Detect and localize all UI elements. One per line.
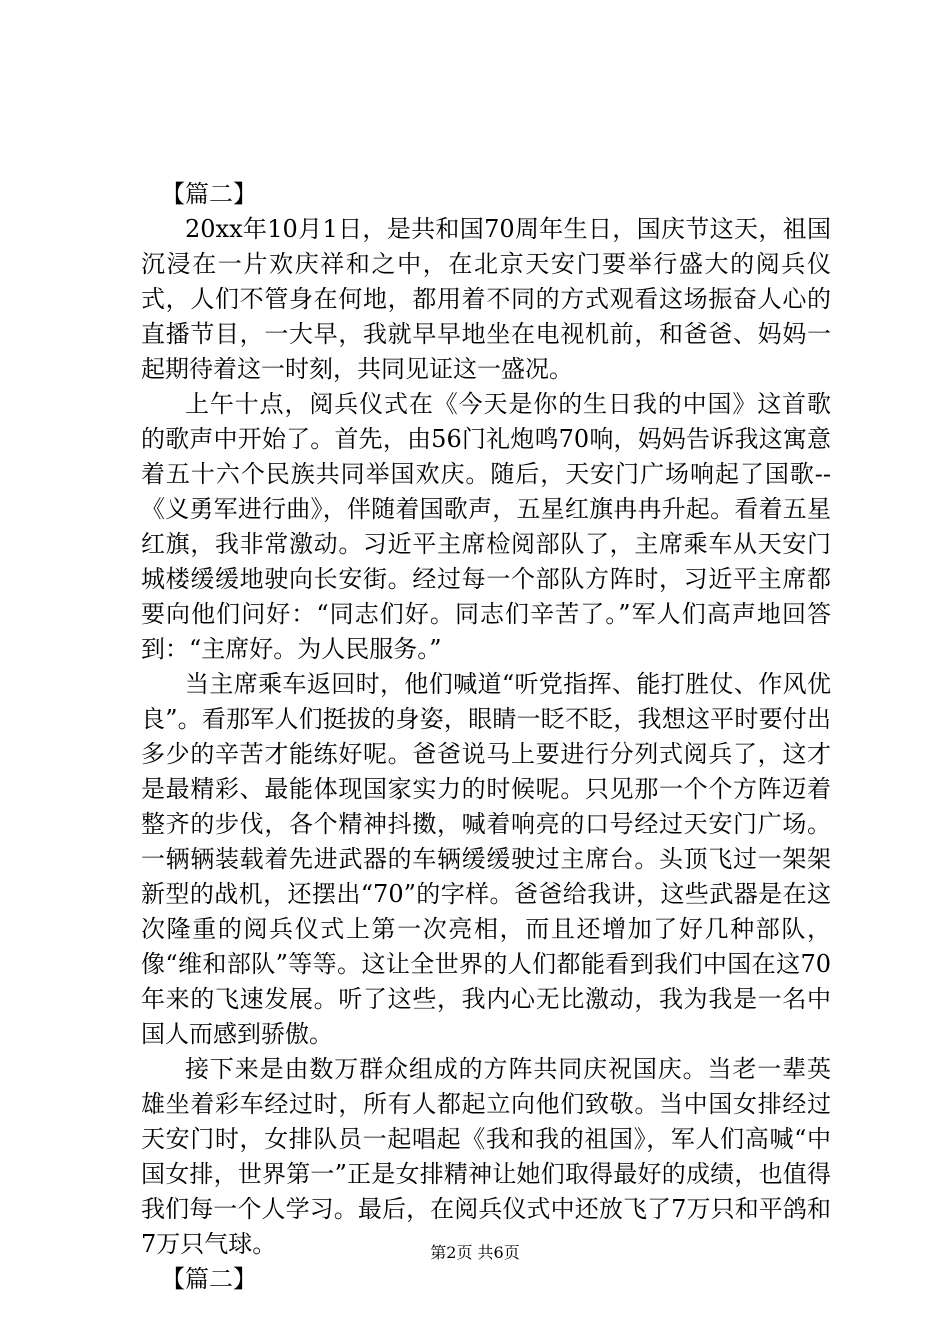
document-body [141, 177, 831, 1297]
paragraph: 20xx年10月1日，是共和国70周年生日，国庆节这天，祖国沉浸在一片欢庆祥和之中，在北京天安门要举行盛大的阅兵仪式，人们不管身在何地，都用着不同的方式观看这场振奋人心的直播节目，一大早，我就早早地坐在电视机前，和爸爸、妈妈一起期待着这一时刻，共同见证这一盛况。 [141, 215, 831, 383]
paragraph: 接下来是由数万群众组成的方阵共同庆祝国庆。当老一辈英雄坐着彩车经过时，所有人都起立向他们致敬。当中国女排经过天安门时，女排队员一起唱起《我和我的祖国》，军人们高喊“中国女排，世界第一”正是女排精神让她们取得最好的成绩，也值得我们每一个人学习。最后，在阅兵仪式中还放飞了7万只和平鸽和7万只气球。 [141, 1055, 831, 1258]
section-heading: 【篇二】 [161, 180, 257, 208]
paragraph: 上午十点，阅兵仪式在《今天是你的生日我的中国》这首歌的歌声中开始了。首先，由56门礼炮鸣70响，妈妈告诉我这寓意着五十六个民族共同举国欢庆。随后，天安门广场响起了国歌--《义勇军进行曲》，伴随着国歌声，五星红旗冉冉升起。看着五星红旗，我非常激动。习近平主席检阅部队了，主席乘车从天安门城楼缓缓地驶向长安街。经过每一个部队方阵时，习近平主席都要向他们问好：“同志们好。同志们辛苦了。”军人们高声地回答到：“主席好。为人民服务。” [141, 390, 831, 663]
page-number-footer: 第2页 共6页 [430, 1243, 520, 1262]
paragraph: 当主席乘车返回时，他们喊道“听党指挥、能打胜仗、作风优良”。看那军人们挺拔的身姿，眼睛一眨不眨，我想这平时要付出多少的辛苦才能练好呢。爸爸说马上要进行分列式阅兵了，这才是最精彩、最能体现国家实力的时候呢。只见那一个个方阵迈着整齐的步伐，各个精神抖擞，喊着响亮的口号经过天安门广场。一辆辆装载着先进武器的车辆缓缓驶过主席台。头顶飞过一架架新型的战机，还摆出“70”的字样。爸爸给我讲，这些武器是在这次隆重的阅兵仪式上第一次亮相，而且还增加了好几种部队，像“维和部队”等等。这让全世界的人们都能看到我们中国在这70年来的飞速发展。听了这些，我内心无比激动，我为我是一名中国人而感到骄傲。 [141, 670, 831, 1048]
section-heading: 【篇二】 [161, 1265, 257, 1293]
